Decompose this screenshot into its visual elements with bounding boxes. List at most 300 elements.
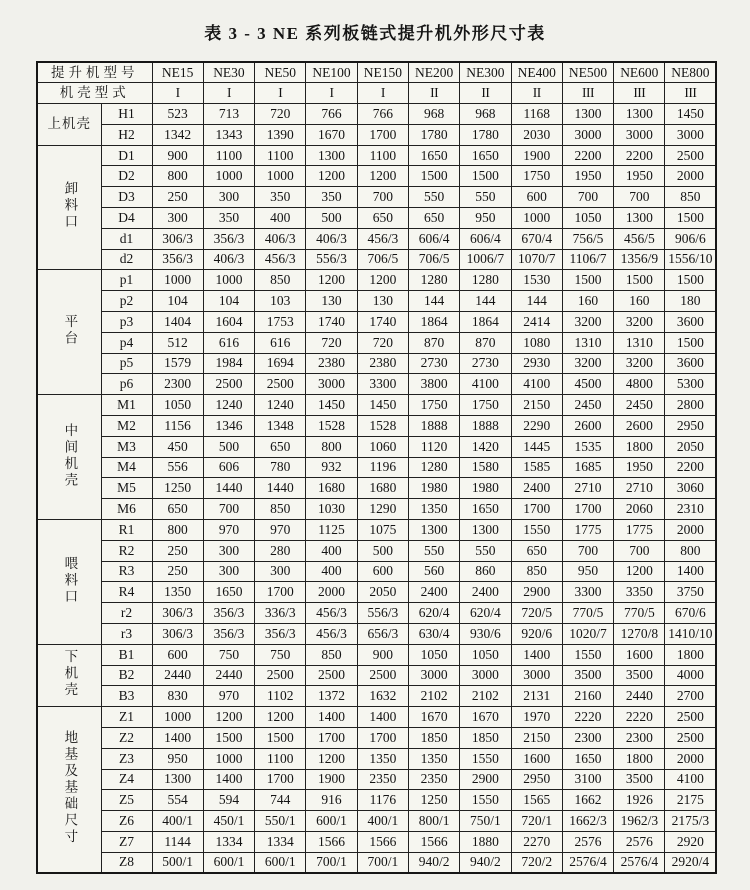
value-cell: 1780 [460, 124, 511, 145]
value-cell: 144 [511, 291, 562, 312]
value-cell: 594 [203, 790, 254, 811]
value-cell: 406/3 [203, 249, 254, 270]
value-cell: 1500 [408, 166, 459, 187]
group-label-text: 地基及基础尺寸 [62, 730, 78, 846]
model-header-cell: NE500 [562, 62, 613, 83]
value-cell: 1300 [614, 208, 665, 229]
value-cell: 3000 [562, 124, 613, 145]
value-cell: 3200 [614, 312, 665, 333]
value-cell: 706/5 [408, 249, 459, 270]
value-cell: 1800 [665, 644, 716, 665]
value-cell: 2160 [562, 686, 613, 707]
value-cell: 1440 [203, 478, 254, 499]
value-cell: 356/3 [203, 624, 254, 645]
value-cell: 1528 [306, 416, 357, 437]
value-cell: 1060 [357, 436, 408, 457]
value-cell: 700 [203, 499, 254, 520]
value-cell: 1604 [203, 312, 254, 333]
value-cell: 3000 [460, 665, 511, 686]
value-cell: 1006/7 [460, 249, 511, 270]
table-row [37, 561, 716, 582]
value-cell: 1632 [357, 686, 408, 707]
value-cell: 1888 [460, 416, 511, 437]
value-cell: 560 [408, 561, 459, 582]
model-header-cell: NE800 [665, 62, 716, 83]
value-cell: 750 [203, 644, 254, 665]
casing-type-cell: I [306, 83, 357, 104]
table-row [37, 748, 716, 769]
value-cell: 2300 [152, 374, 203, 395]
value-cell: 1850 [408, 728, 459, 749]
value-cell: 3350 [614, 582, 665, 603]
value-cell: 1528 [357, 416, 408, 437]
value-cell: 1200 [255, 707, 306, 728]
value-cell: 1350 [357, 748, 408, 769]
casing-type-cell: I [255, 83, 306, 104]
value-cell: 2200 [614, 145, 665, 166]
value-cell: 2200 [665, 457, 716, 478]
value-cell: 1566 [408, 831, 459, 852]
value-cell: 906/6 [665, 228, 716, 249]
value-cell: 160 [562, 291, 613, 312]
value-cell: 2710 [614, 478, 665, 499]
value-cell: 350 [255, 187, 306, 208]
value-cell: 1400 [152, 728, 203, 749]
model-header-cell: NE50 [255, 62, 306, 83]
value-cell: 720/5 [511, 603, 562, 624]
value-cell: 1000 [152, 270, 203, 291]
value-cell: 144 [408, 291, 459, 312]
value-cell: 1950 [614, 457, 665, 478]
value-cell: 1440 [255, 478, 306, 499]
group-label-text: 中间机壳 [62, 422, 78, 489]
value-cell: 1080 [511, 332, 562, 353]
value-cell: 1200 [306, 748, 357, 769]
value-cell: 1600 [511, 748, 562, 769]
value-cell: 870 [408, 332, 459, 353]
value-cell: 2310 [665, 499, 716, 520]
value-cell: 160 [614, 291, 665, 312]
value-cell: 306/3 [152, 624, 203, 645]
value-cell: 1700 [357, 728, 408, 749]
value-cell: 1200 [306, 166, 357, 187]
value-cell: 1685 [562, 457, 613, 478]
value-cell: 1100 [357, 145, 408, 166]
value-cell: 1775 [614, 520, 665, 541]
value-cell: 550 [460, 540, 511, 561]
value-cell: 1500 [665, 208, 716, 229]
value-cell: 950 [562, 561, 613, 582]
param-label-cell: D3 [101, 187, 152, 208]
value-cell: 456/3 [306, 624, 357, 645]
casing-type-cell: II [460, 83, 511, 104]
value-cell: 554 [152, 790, 203, 811]
value-cell: 406/3 [255, 228, 306, 249]
param-label-cell: R1 [101, 520, 152, 541]
casing-type-row [37, 83, 716, 104]
value-cell: 3500 [614, 665, 665, 686]
value-cell: 650 [408, 208, 459, 229]
value-cell: 940/2 [460, 852, 511, 873]
value-cell: 1550 [460, 790, 511, 811]
value-cell: 1680 [357, 478, 408, 499]
table-row [37, 707, 716, 728]
value-cell: 2200 [562, 145, 613, 166]
value-cell: 606/4 [460, 228, 511, 249]
casing-type-cell: III [614, 83, 665, 104]
value-cell: 1075 [357, 520, 408, 541]
param-label-cell: Z8 [101, 852, 152, 873]
value-cell: 1700 [511, 499, 562, 520]
group-label-cell [37, 520, 101, 645]
value-cell: 1800 [614, 436, 665, 457]
value-cell: 556/3 [306, 249, 357, 270]
value-cell: 556 [152, 457, 203, 478]
value-cell: 1240 [203, 395, 254, 416]
value-cell: 5300 [665, 374, 716, 395]
value-cell: 130 [357, 291, 408, 312]
value-cell: 250 [152, 561, 203, 582]
model-header-cell: NE200 [408, 62, 459, 83]
value-cell: 600/1 [306, 811, 357, 832]
model-header-cell: NE150 [357, 62, 408, 83]
value-cell: 620/4 [408, 603, 459, 624]
value-cell: 770/5 [562, 603, 613, 624]
value-cell: 550 [408, 187, 459, 208]
param-label-cell: Z6 [101, 811, 152, 832]
value-cell: 800/1 [408, 811, 459, 832]
value-cell: 400 [255, 208, 306, 229]
table-row [37, 790, 716, 811]
value-cell: 4100 [511, 374, 562, 395]
value-cell: 950 [152, 748, 203, 769]
value-cell: 770/5 [614, 603, 665, 624]
value-cell: 970 [203, 686, 254, 707]
value-cell: 2500 [306, 665, 357, 686]
value-cell: 1342 [152, 124, 203, 145]
value-cell: 1020/7 [562, 624, 613, 645]
table-row [37, 436, 716, 457]
param-label-cell: Z1 [101, 707, 152, 728]
value-cell: 1410/10 [665, 624, 716, 645]
value-cell: 2150 [511, 395, 562, 416]
param-label-cell: r2 [101, 603, 152, 624]
value-cell: 1290 [357, 499, 408, 520]
casing-type-cell: I [203, 83, 254, 104]
value-cell: 1670 [306, 124, 357, 145]
value-cell: 1650 [203, 582, 254, 603]
value-cell: 2920 [665, 831, 716, 852]
value-cell: 2700 [665, 686, 716, 707]
value-cell: 1390 [255, 124, 306, 145]
value-cell: 400 [306, 561, 357, 582]
value-cell: 650 [255, 436, 306, 457]
value-cell: 2414 [511, 312, 562, 333]
value-cell: 1000 [203, 166, 254, 187]
value-cell: 550 [408, 540, 459, 561]
value-cell: 2350 [408, 769, 459, 790]
table-row [37, 686, 716, 707]
value-cell: 750/1 [460, 811, 511, 832]
value-cell: 1030 [306, 499, 357, 520]
param-label-cell: B2 [101, 665, 152, 686]
param-label-cell: p1 [101, 270, 152, 291]
value-cell: 1450 [357, 395, 408, 416]
value-cell: 104 [203, 291, 254, 312]
value-cell: 1780 [408, 124, 459, 145]
value-cell: 968 [460, 104, 511, 125]
table-row [37, 624, 716, 645]
value-cell: 720/2 [511, 852, 562, 873]
value-cell: 1350 [152, 582, 203, 603]
value-cell: 766 [357, 104, 408, 125]
value-cell: 706/5 [357, 249, 408, 270]
value-cell: 2920/4 [665, 852, 716, 873]
table-row [37, 395, 716, 416]
value-cell: 830 [152, 686, 203, 707]
param-label-cell: d2 [101, 249, 152, 270]
param-label-cell: R4 [101, 582, 152, 603]
value-cell: 970 [203, 520, 254, 541]
value-cell: 523 [152, 104, 203, 125]
value-cell: 720/1 [511, 811, 562, 832]
table-row [37, 124, 716, 145]
value-cell: 1450 [665, 104, 716, 125]
value-cell: 3000 [665, 124, 716, 145]
table-row [37, 374, 716, 395]
value-cell: 932 [306, 457, 357, 478]
value-cell: 2730 [408, 353, 459, 374]
value-cell: 1200 [357, 166, 408, 187]
table-row [37, 478, 716, 499]
table-row [37, 104, 716, 125]
value-cell: 1300 [460, 520, 511, 541]
value-cell: 600/1 [203, 852, 254, 873]
value-cell: 1775 [562, 520, 613, 541]
group-label-cell [37, 145, 101, 270]
value-cell: 3000 [614, 124, 665, 145]
param-label-cell: p3 [101, 312, 152, 333]
value-cell: 720 [357, 332, 408, 353]
value-cell: 920/6 [511, 624, 562, 645]
value-cell: 1500 [460, 166, 511, 187]
value-cell: 2000 [665, 748, 716, 769]
value-cell: 350 [203, 208, 254, 229]
value-cell: 1864 [460, 312, 511, 333]
model-header-row [37, 62, 716, 83]
value-cell: 1050 [562, 208, 613, 229]
value-cell: 1680 [306, 478, 357, 499]
value-cell: 1100 [203, 145, 254, 166]
value-cell: 2730 [460, 353, 511, 374]
value-cell: 744 [255, 790, 306, 811]
value-cell: 2576 [614, 831, 665, 852]
value-cell: 1250 [152, 478, 203, 499]
model-header-cell: NE300 [460, 62, 511, 83]
table-row [37, 499, 716, 520]
value-cell: 2400 [408, 582, 459, 603]
value-cell: 656/3 [357, 624, 408, 645]
param-label-cell: Z3 [101, 748, 152, 769]
value-cell: 1900 [511, 145, 562, 166]
value-cell: 1980 [408, 478, 459, 499]
model-header-cell: NE100 [306, 62, 357, 83]
value-cell: 300 [203, 561, 254, 582]
value-cell: 400/1 [152, 811, 203, 832]
value-cell: 350 [306, 187, 357, 208]
table-row [37, 728, 716, 749]
value-cell: 406/3 [306, 228, 357, 249]
value-cell: 2450 [614, 395, 665, 416]
value-cell: 3200 [614, 353, 665, 374]
param-label-cell: M6 [101, 499, 152, 520]
value-cell: 356/3 [152, 249, 203, 270]
value-cell: 2450 [562, 395, 613, 416]
value-cell: 2950 [665, 416, 716, 437]
value-cell: 1400 [203, 769, 254, 790]
value-cell: 1888 [408, 416, 459, 437]
value-cell: 1962/3 [614, 811, 665, 832]
value-cell: 2576 [562, 831, 613, 852]
value-cell: 1535 [562, 436, 613, 457]
value-cell: 1200 [614, 561, 665, 582]
value-cell: 2131 [511, 686, 562, 707]
value-cell: 1650 [408, 145, 459, 166]
value-cell: 616 [255, 332, 306, 353]
value-cell: 1343 [203, 124, 254, 145]
casing-type-cell: I [152, 83, 203, 104]
value-cell: 2102 [460, 686, 511, 707]
param-label-cell: Z4 [101, 769, 152, 790]
value-cell: 2175/3 [665, 811, 716, 832]
value-cell: 3500 [562, 665, 613, 686]
value-cell: 1926 [614, 790, 665, 811]
value-cell: 600 [152, 644, 203, 665]
table-row [37, 291, 716, 312]
value-cell: 3300 [357, 374, 408, 395]
value-cell: 1550 [460, 748, 511, 769]
value-cell: 1950 [614, 166, 665, 187]
param-label-cell: M2 [101, 416, 152, 437]
value-cell: 1070/7 [511, 249, 562, 270]
value-cell: 3300 [562, 582, 613, 603]
value-cell: 2900 [511, 582, 562, 603]
value-cell: 800 [306, 436, 357, 457]
param-label-cell: p4 [101, 332, 152, 353]
table-row [37, 145, 716, 166]
value-cell: 1700 [306, 728, 357, 749]
value-cell: 1000 [152, 707, 203, 728]
value-cell: 670/6 [665, 603, 716, 624]
value-cell: 1050 [408, 644, 459, 665]
value-cell: 306/3 [152, 228, 203, 249]
value-cell: 1670 [460, 707, 511, 728]
value-cell: 1650 [460, 145, 511, 166]
value-cell: 1000 [511, 208, 562, 229]
value-cell: 1372 [306, 686, 357, 707]
group-label-text: 喂料口 [62, 555, 78, 606]
value-cell: 968 [408, 104, 459, 125]
value-cell: 2000 [665, 166, 716, 187]
value-cell: 650 [511, 540, 562, 561]
value-cell: 250 [152, 540, 203, 561]
value-cell: 550/1 [255, 811, 306, 832]
value-cell: 2950 [511, 769, 562, 790]
value-cell: 1200 [306, 270, 357, 291]
value-cell: 970 [255, 520, 306, 541]
value-cell: 850 [665, 187, 716, 208]
param-label-cell: M5 [101, 478, 152, 499]
param-label-cell: d1 [101, 228, 152, 249]
value-cell: 1356/9 [614, 249, 665, 270]
value-cell: 1600 [614, 644, 665, 665]
value-cell: 2900 [460, 769, 511, 790]
value-cell: 512 [152, 332, 203, 353]
value-cell: 300 [203, 187, 254, 208]
value-cell: 1980 [460, 478, 511, 499]
value-cell: 780 [255, 457, 306, 478]
value-cell: 2270 [511, 831, 562, 852]
table-row [37, 416, 716, 437]
param-label-cell: B1 [101, 644, 152, 665]
value-cell: 1168 [511, 104, 562, 125]
group-label-cell [37, 270, 101, 395]
value-cell: 1750 [511, 166, 562, 187]
value-cell: 1984 [203, 353, 254, 374]
value-cell: 1500 [562, 270, 613, 291]
value-cell: 500/1 [152, 852, 203, 873]
value-cell: 1556/10 [665, 249, 716, 270]
value-cell: 1000 [255, 166, 306, 187]
dimensions-table [36, 61, 717, 874]
table-row [37, 187, 716, 208]
value-cell: 336/3 [255, 603, 306, 624]
value-cell: 1346 [203, 416, 254, 437]
value-cell: 606/4 [408, 228, 459, 249]
value-cell: 300 [255, 561, 306, 582]
table-row [37, 831, 716, 852]
param-label-cell: Z7 [101, 831, 152, 852]
value-cell: 300 [152, 208, 203, 229]
value-cell: 1100 [255, 748, 306, 769]
param-label-cell: D4 [101, 208, 152, 229]
group-label-text: 下机壳 [62, 649, 78, 699]
value-cell: 3200 [562, 312, 613, 333]
value-cell: 713 [203, 104, 254, 125]
value-cell: 500 [203, 436, 254, 457]
value-cell: 700 [357, 187, 408, 208]
table-row [37, 603, 716, 624]
value-cell: 2500 [255, 374, 306, 395]
value-cell: 1566 [306, 831, 357, 852]
value-cell: 1144 [152, 831, 203, 852]
value-cell: 500 [357, 540, 408, 561]
param-label-cell: M1 [101, 395, 152, 416]
value-cell: 1420 [460, 436, 511, 457]
casing-type-cell: II [408, 83, 459, 104]
value-cell: 1050 [460, 644, 511, 665]
value-cell: 2400 [511, 478, 562, 499]
value-cell: 1753 [255, 312, 306, 333]
value-cell: 2102 [408, 686, 459, 707]
value-cell: 3800 [408, 374, 459, 395]
value-cell: 3000 [511, 665, 562, 686]
value-cell: 1670 [408, 707, 459, 728]
value-cell: 356/3 [203, 603, 254, 624]
value-cell: 2050 [357, 582, 408, 603]
table-row [37, 166, 716, 187]
param-label-cell: M3 [101, 436, 152, 457]
